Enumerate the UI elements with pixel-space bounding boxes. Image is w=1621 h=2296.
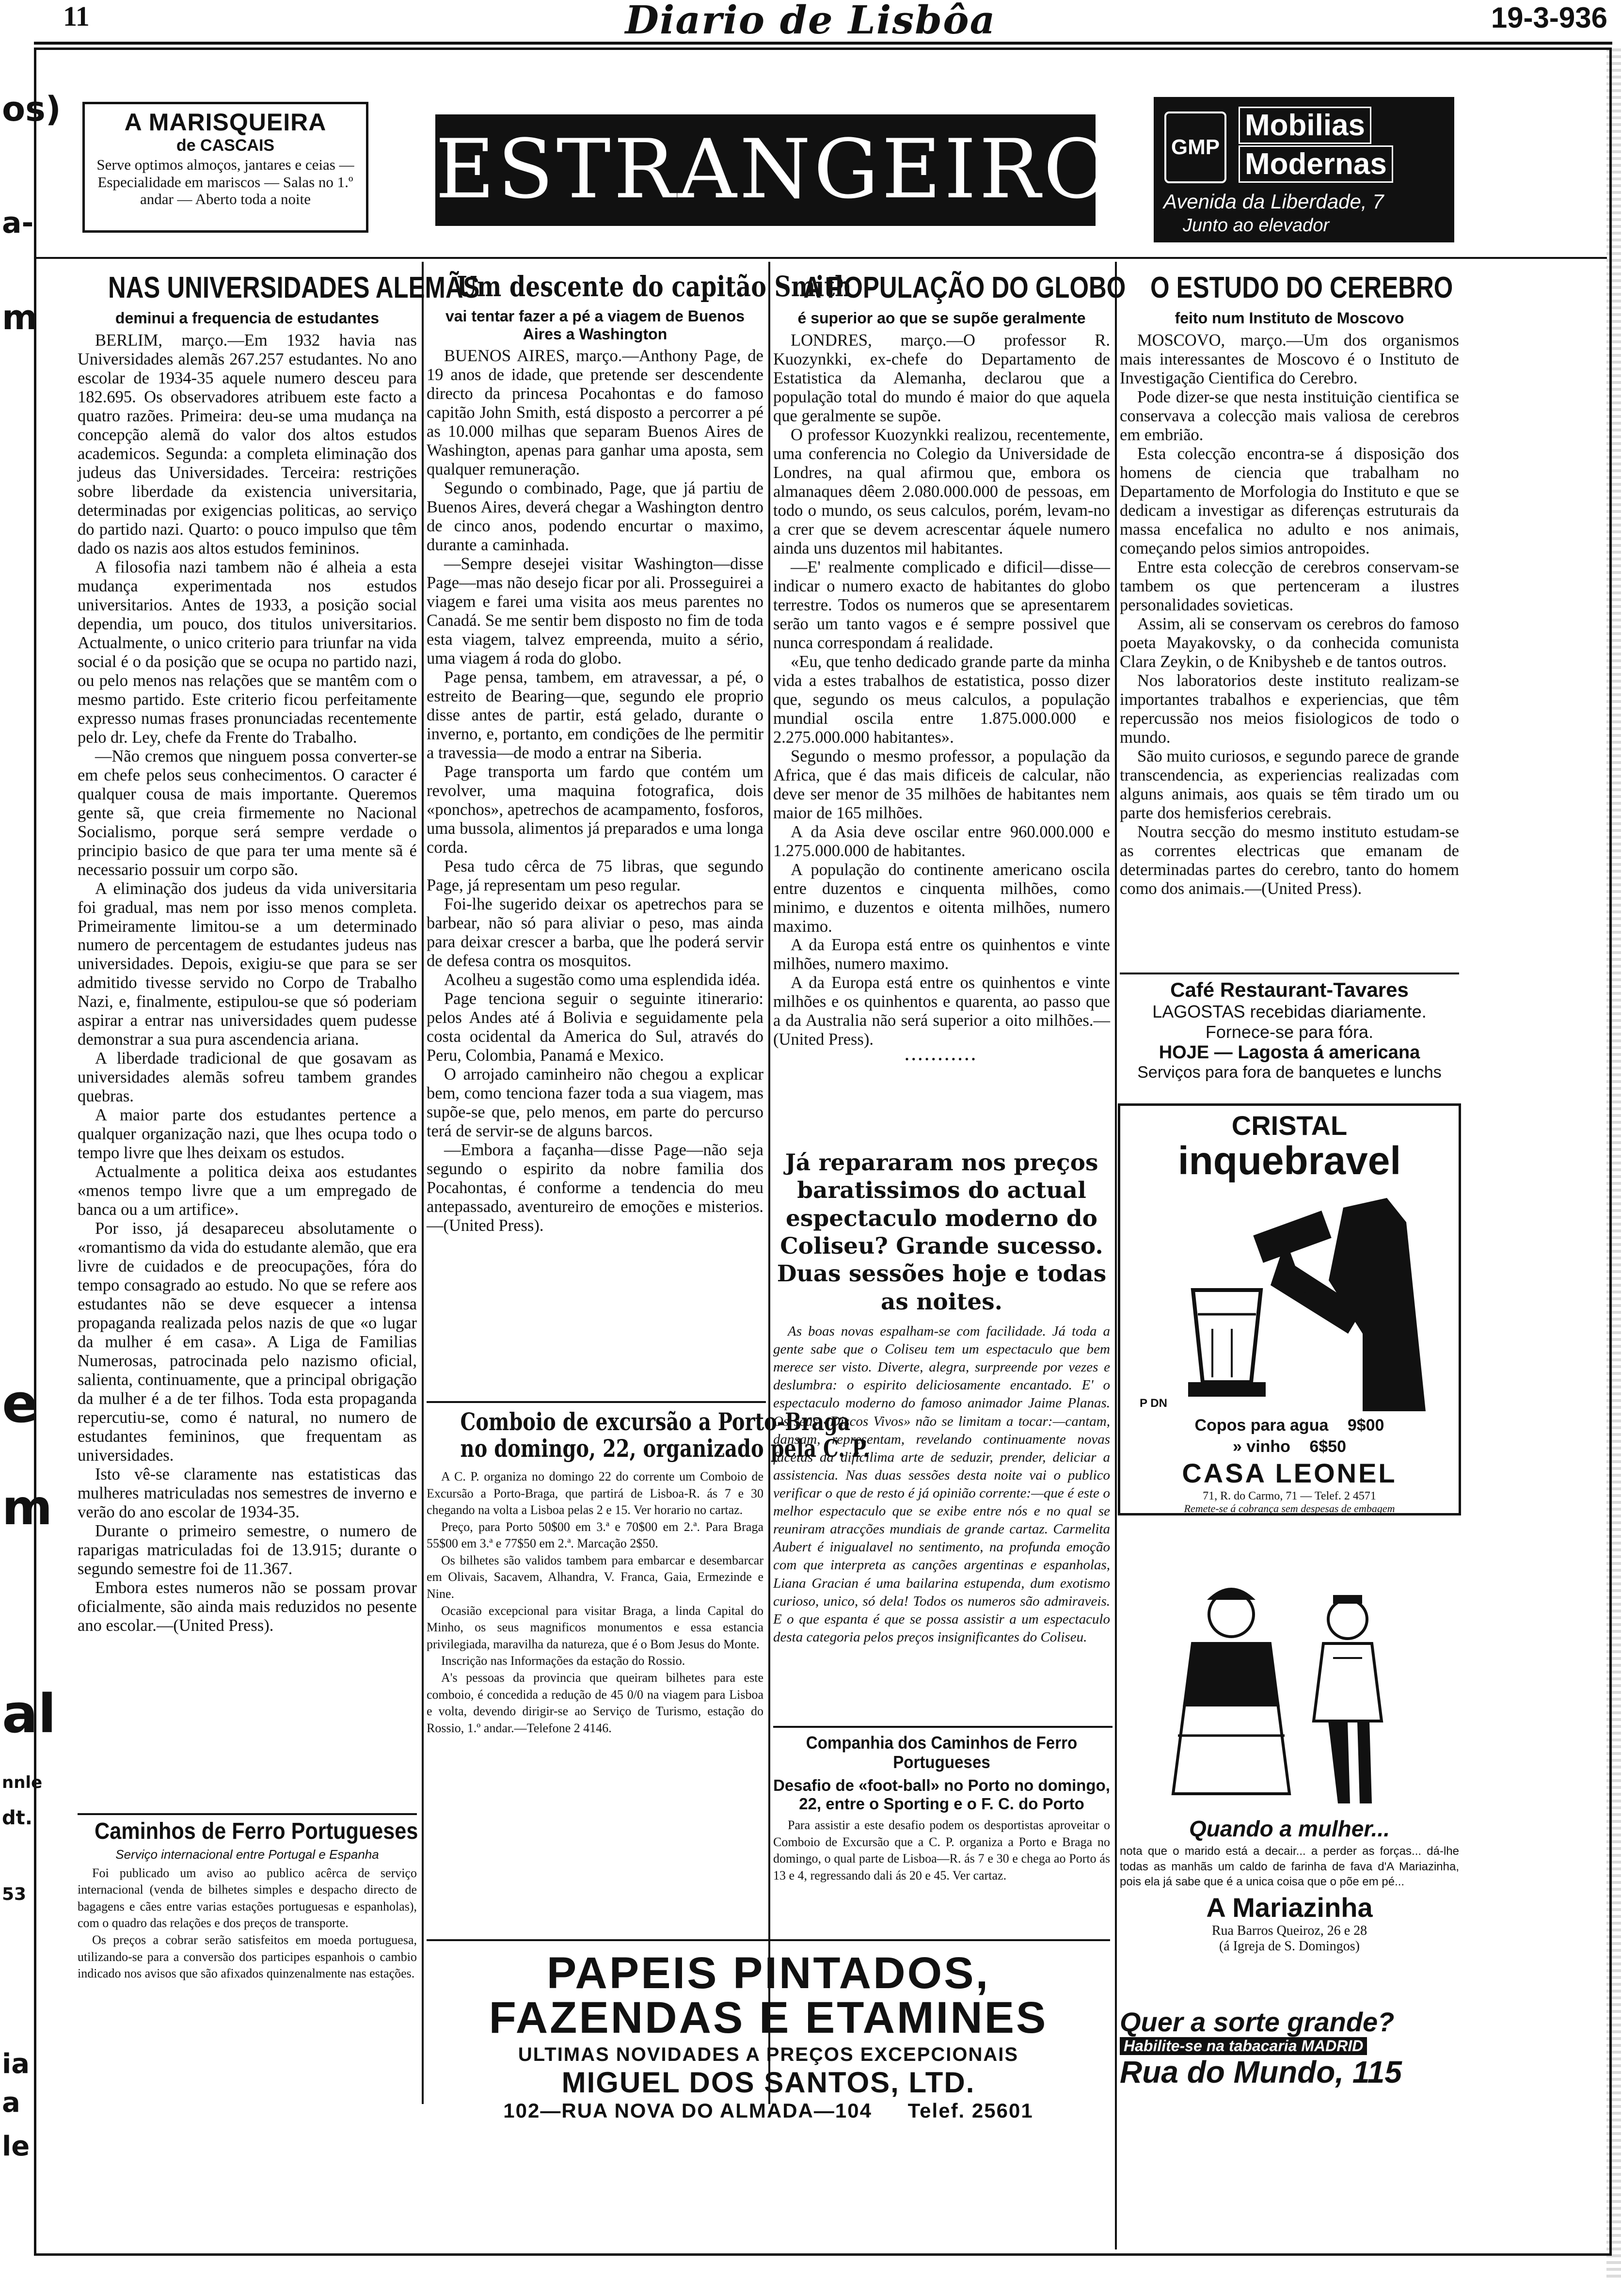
mobilias-line1: Mobilias	[1239, 107, 1371, 144]
paragraph: A da Europa está entre os quinhentos e vinte milhões, numero maximo.	[773, 936, 1110, 973]
man-head-icon	[1328, 1600, 1367, 1639]
article-rule	[78, 1813, 417, 1815]
strip-fragment: nnle	[2, 1773, 43, 1792]
papeis-line3: ULTIMAS NOVIDADES A PREÇOS EXCEPCIONAIS	[518, 2043, 1019, 2065]
mariazinha-name: A Mariazinha	[1206, 1892, 1373, 1923]
couple-illustration	[1120, 1561, 1459, 1813]
column-rule	[768, 262, 770, 2104]
paragraph: A C. P. organiza no domingo 22 do corrente um Comboio de Excursão a Porto-Braga, que partirá de Lisboa-R. ás 7 e 30 chegando na volta a Lisboa pelas 2 e 15. Ver horario no cartaz.	[427, 1469, 763, 1517]
paragraph: A eliminação dos judeus da vida universitaria foi gradual, mas nem por isso menos completa. Primeiramente limitou-se a um determinado numero de percentagem de estudantes judeus nas universidades. Depois, exigiu-se que para se ser admitido tivesse servido no Corpo de Trabalho Nazi, e, finalmente, estipulou-se que só poderiam aspirar a entrar nas universidades quem pudesse demonstrar a sua pura ascendencia ariana.	[78, 879, 417, 1049]
strip-fragment: le	[2, 2131, 30, 2162]
article-comboio	[427, 1407, 870, 1737]
glass-hammer-illustration	[1135, 1188, 1445, 1411]
paragraph: A da Asia deve oscilar entre 960.000.000 e 1.275.000.000 de habitantes.	[773, 822, 1110, 860]
article-rule	[427, 1401, 766, 1403]
cafe-line1: LAGOSTAS recebidas diariamente.	[1152, 1002, 1427, 1021]
paragraph: —Não cremos que ninguem possa converter-se em chefe pelos seus conhecimentos. O caracter é qualquer cousa de mais importante. Queremos gente sã, que creia firmemente no Nacional Socialismo, porque será sempre verdade o principio basico de que para ter uma mente sã é necessario possuir um corpo são.	[78, 747, 417, 879]
comboio-body	[427, 1468, 763, 1737]
paragraph: Foi publicado um aviso ao publico acêrca de serviço internacional (venda de bilhetes simples e despacho directo de bagagens e cães entre varias estações portuguesas e espanholas), com o quadro das relações e dos preços de transporte.	[78, 1866, 417, 1930]
mariazinha-note: (á Igreja de S. Domingos)	[1219, 1939, 1360, 1954]
paragraph: Page tenciona seguir o seguinte itinerario: pelos Andes até á Bolivia e seguidamente pela costa ocidental da America do Sul, através do Peru, Colombia, Panamá e Mexico.	[427, 989, 763, 1065]
smith-subhead: vai tentar fazer a pé a viagem de Buenos Aires a Washington	[445, 307, 745, 343]
cristal-price1: 9$00	[1347, 1416, 1384, 1435]
top-row-rule	[36, 257, 1607, 259]
strip-fragment: m	[2, 298, 37, 337]
ad-marisqueira-text: Serve optimos almoços, jantares e ceias — Especialidade em mariscos — Salas no 1.º andar — Aberto toda a noite	[96, 156, 354, 208]
paragraph: A liberdade tradicional de que gosavam as universidades alemãs sofreu tambem grandes quebras.	[78, 1049, 417, 1106]
cafe-line4: Serviços para fora de banquetes e lunchs	[1137, 1063, 1442, 1082]
paragraph: Page pensa, tambem, em atravessar, a pé, o estreito de Bearing—que, segundo ele proprio disse antes de partir, está gelado, durante o inverno, e, portanto, em condições de lhe permitir a travessia—de modo a entrar na Siberia.	[427, 668, 763, 763]
caminhos-subhead: Serviço internacional entre Portugal e Espanha	[115, 1847, 379, 1862]
paragraph: Foi-lhe sugerido deixar os apetrechos para se barbear, não só para aliviar o peso, mas ainda para deixar crescer a barba, que lhe poderá servir de defesa contra os mosquitos.	[427, 894, 763, 970]
separator: •••••••••••	[905, 1053, 978, 1066]
cristal-note: Remete-se á cobrança sem despesas de embagem	[1184, 1502, 1395, 1515]
mobilias-logo: GMP	[1164, 112, 1226, 183]
cafe-line3: HOJE — Lagosta á americana	[1159, 1042, 1420, 1063]
paragraph: O arrojado caminheiro não chegou a explicar bem, como tenciona fazer toda a sua viagem, mas supõe-se que, pelo menos, em parte do percurso terá de servir-se de alguns barcos.	[427, 1065, 763, 1140]
universidades-headline: NAS UNIVERSIDADES ALEMÃS	[108, 271, 480, 304]
cerebro-headline: O ESTUDO DO CEREBRO	[1150, 271, 1453, 304]
mariazinha-address: Rua Barros Queiroz, 26 e 28	[1211, 1923, 1367, 1939]
mariazinha-text: nota que o marido está a decair... a perder as forças... dá-lhe todas as manhãs um caldo de farinha de fava d'A Mariazinha, pois ela já sabe que é a unica coisa que o põe em pé...	[1120, 1845, 1459, 1889]
paragraph: Durante o primeiro semestre, o numero de raparigas matriculadas foi de 13.915; durante o segundo semestre foi de 11.367.	[78, 1522, 417, 1578]
cristal-address: 71, R. do Carmo, 71 — Telef. 2 4571	[1203, 1490, 1376, 1502]
cafe-name: Café Restaurant-Tavares	[1170, 978, 1409, 1001]
paragraph: —E' realmente complicado e dificil—disse—indicar o numero exacto de habitantes do globo terrestre. Todos os numeros que se apresentarem serão um tanto vagos e é sempre possivel que nunca correspondam á realidade.	[773, 558, 1110, 652]
comboio-headline-1: Comboio de excursão a Porto-Braga	[460, 1407, 851, 1436]
ad-mobilias	[1154, 97, 1454, 242]
sorte-line1: Quer a sorte grande?	[1120, 2007, 1395, 2037]
cerebro-subhead: feito num Instituto de Moscovo	[1175, 309, 1404, 327]
cristal-shop: CASA LEONEL	[1182, 1458, 1397, 1488]
article-coliseu	[773, 1149, 1110, 1646]
strip-fragment: dt.	[2, 1807, 32, 1829]
ad-sorte-grande	[1120, 2007, 1459, 2099]
paragraph: Page transporta um fardo que contém um revolver, uma maquina fotografica, dois «ponchos», apetrechos de acampamento, fosforos, uma bussola, alimentos já preparados e uma longa corda.	[427, 763, 763, 857]
mobilias-line2: Modernas	[1239, 145, 1393, 183]
paragraph: Os preços a cobrar serão satisfeitos em moeda portuguesa, utilizando-se para a conversão dos participes espanhois o cambio indicado nos avisos que são afixados quinzenalmente nas estações.	[78, 1933, 417, 1981]
paragraph: Pode dizer-se que nesta instituição cientifica se conservava a colecção mais valiosa de cerebros em embrião.	[1120, 387, 1459, 444]
header-rule	[34, 42, 1612, 45]
column-rule	[422, 262, 424, 2104]
papeis-phone: Telef. 25601	[907, 2099, 1033, 2122]
article-smith	[427, 270, 852, 1235]
smith-body	[427, 347, 763, 1235]
strip-fragment: ia	[2, 2048, 30, 2080]
papeis-line1: PAPEIS PINTADOS,	[546, 1948, 990, 1998]
paragraph: Segundo o mesmo professor, a população da Africa, que é das mais dificeis de calcular, não deve ser menor de 35 milhões de habitantes nem maior de 165 milhões.	[773, 747, 1110, 822]
smith-headline: Um descente do capitão Smith	[457, 270, 852, 303]
strip-fragment: m	[2, 1479, 53, 1536]
paragraph: Assim, ali se conservam os cerebros do famoso poeta Mayakovsky, o da conhecida comunista Clara Zeykin, o de Knibysheb e de tantos outros.	[1120, 614, 1459, 671]
paragraph: Inscrição nas Informações da estação do Rossio.	[441, 1654, 685, 1668]
section-banner-title: ESTRANGEIRO	[435, 122, 1113, 217]
paragraph: A filosofia nazi tambem não é alheia a esta mudança experimentada nos estudos universitarios. Antes de 1933, a posição social dependia, um pouco, dos titulos universitarios. Actualmente, o unico criterio para triunfar na vida social é o da posição que se ocupa no partido nazi, ou pelo menos nas relações que se mantêm com o mesmo partido. Este criterio ficou perfeitamente expresso numas frases pronunciadas recentemente pelo dr. Ley, chefe da Frente do Trabalho.	[78, 558, 417, 747]
paragraph: Para assistir a este desafio podem os desportistas aproveitar o Comboio de Excursão que a C. P. organiza a Porto e Braga no domingo, o qual parte de Lisboa—R. ás 7 e 30 e chega ao Porto ás 13 e 4, regressando dali ás 20 e 45. Ver cartaz.	[773, 1818, 1110, 1882]
paragraph: Actualmente a politica deixa aos estudantes «menos tempo livre que a um empregado de banca ou a um artifice».	[78, 1163, 417, 1219]
paragraph: BUENOS AIRES, março.—Anthony Page, de 19 anos de idade, que pretende ser descendente directo da princesa Pocahontas e do famoso capitão John Smith, está disposto a percorrer a pé as 10.000 milhas que separam Buenos Aires de Washington, apenas para ganhar uma aposta, sem qualquer remuneração.	[427, 347, 763, 479]
article-companhia	[773, 1733, 1110, 1884]
mobilias-line3: Avenida da Liberdade, 7	[1163, 190, 1384, 213]
strip-fragment: 53	[2, 1884, 27, 1904]
article-cerebro	[1120, 271, 1459, 898]
companhia-body	[773, 1817, 1110, 1884]
strip-fragment: os)	[2, 89, 61, 129]
article-caminhos-ferro	[78, 1819, 417, 1982]
ad-marisqueira-name: A MARISQUEIRA	[124, 109, 327, 136]
papeis-address: 102—RUA NOVA DO ALMADA—104	[503, 2099, 872, 2122]
article-rule	[1120, 973, 1459, 974]
paragraph: As boas novas espalham-se com facilidade. Já toda a gente sabe que o Coliseu tem um espectaculo que bem merece ser visto. Diverte, alegra, surpreende por vezes e deslumbra: o espirito deliciosamente encantado. E' o espectaculo moderno do famoso animador Jaime Planas. Os seus «Discos Vivos» não se limitam a tocar:—cantam, dansam, representam, revelando continuamente novas facetas da dificilima arte de seduzir, prender, deliciar a assistencia. Nas duas sessões desta noite vai o publico verificar o que de resto é já opinião corrente:—que é este o melhor espectaculo que se exibe entre nós e no qual se reuniram atracções mundiais de grande cartaz. Carmelita Aubert é inigualavel no sentimento, na profunda emoção com que interpreta as canções argentinas e espanholas, Liana Gracian é uma bailarina estupenda, dum exotismo curioso, unico, só dela! Todos os numeros são admiraveis. E o que espanta é que se possa assistir a um espectaculo desta categoria pelos preços insignificantes do Coliseu.	[773, 1323, 1110, 1645]
strip-fragment: e	[2, 1372, 38, 1435]
paragraph: «Eu, que tenho dedicado grande parte da minha vida a estes trabalhos de estatistica, posso dizer que, segundo os meus calculos, a população mundial oscila entre 1.875.000.000 e 2.275.000.000 habitantes».	[773, 652, 1110, 747]
paragraph: MOSCOVO, março.—Um dos organismos mais interessantes de Moscovo é o Instituto de Investigação Cientifica do Cerebro.	[1120, 331, 1459, 387]
paragraph: BERLIM, março.—Em 1932 havia nas Universidades alemãs 267.257 estudantes. No ano escolar de 1934-35 aquele numero desceu para 182.695. Os observadores atribuem este facto a quatro razões. Primeira: deu-se uma mudança na concepção alemã do valor dos altos estudos academicos. Segunda: a completa eliminação dos judeus das Universidades. Terceira: restrições sobre liberdade da existencia universitaria, determinadas por exigencias politicas, ao serviço do partido nazi. Quarto: o pouco impulso que têm dado os nazis aos altos estudos femininos.	[78, 331, 417, 558]
papeis-line4: MIGUEL DOS SANTOS, LTD.	[561, 2066, 975, 2099]
caminhos-headline: Caminhos de Ferro Portugueses	[95, 1818, 418, 1844]
sorte-line3: Rua do Mundo, 115	[1120, 2054, 1402, 2089]
paragraph: Noutra secção do mesmo instituto estudam-se as correntes electricas que emanam de determinadas partes do cerebro, tanto do homem como dos animais.—(United Press).	[1120, 822, 1459, 898]
cristal-price2-label: » vinho	[1232, 1437, 1290, 1456]
cristal-title2: inquebravel	[1177, 1139, 1401, 1183]
ad-marisqueira	[82, 102, 368, 233]
paragraph: Preço, para Porto 50$00 em 3.ª e 70$00 em 2.ª. Para Braga 55$00 em 3.ª e 77$50 em 2.ª. Marcação 2$50.	[427, 1519, 763, 1551]
newspaper-title: Diario de Lisbôa	[625, 0, 996, 43]
cristal-title1: CRISTAL	[1231, 1110, 1348, 1141]
ad-cafe-tavares	[1120, 978, 1459, 1082]
comboio-headline-2: no domingo, 22, organizado pela C. P.	[460, 1434, 870, 1463]
paragraph: Pesa tudo cêrca de 75 libras, que segundo Page, já representam um peso regular.	[427, 857, 763, 894]
paragraph: Os bilhetes são validos tambem para embarcar e desembarcar em Olivais, Sacavem, Alhandra, V. Franca, Gaia, Ermezinde e Nine.	[427, 1553, 763, 1601]
populacao-subhead: é superior ao que se supõe geralmente	[797, 309, 1086, 327]
issue-date: 19-3-936	[1491, 1, 1607, 34]
paragraph: Segundo o combinado, Page, que já partiu de Buenos Aires, deverá chegar a Washington dentro de cinco anos, podendo encurtar o maximo, durante a caminhada.	[427, 479, 763, 555]
coliseu-headline: Já repararam nos preços baratissimos do actual espectaculo moderno do Coliseu? Grande sucesso. Duas sessões hoje e todas as noites.	[777, 1149, 1107, 1315]
section-banner	[435, 114, 1113, 226]
populacao-body	[773, 331, 1110, 1049]
sorte-line2: Habilite-se na tabacaria MADRID	[1120, 2037, 1367, 2055]
paragraph: Isto vê-se claramente nas estatisticas das mulheres matriculadas nos semestres de inverno e verão do ano escolar de 1934-35.	[78, 1465, 417, 1522]
strip-fragment: al	[2, 1683, 56, 1745]
paragraph: A da Europa está entre os quinhentos e vinte milhões e os quinhentos e quarenta, ao passo que a da Australia não será superior a oito milhões.—(United Press).	[773, 973, 1110, 1049]
cristal-price-row1	[1120, 1416, 1459, 1435]
paragraph: Nos laboratorios deste instituto realizam-se importantes trabalhos e experiencias, que têm repercussão nos meios fisiologicos de todo o mundo.	[1120, 671, 1459, 747]
papeis-line2: FAZENDAS E ETAMINES	[489, 1993, 1048, 2042]
paragraph: A maior parte dos estudantes pertence a qualquer organização nazi, que lhes ocupa todo o tempo livre que lhes deixam os estudos.	[78, 1106, 417, 1163]
paragraph: Embora estes numeros não se possam provar oficialmente, são ainda mais reduzidos no pesente ano escolar.—(United Press).	[78, 1578, 417, 1635]
mobilias-line4: Junto ao elevador	[1183, 215, 1330, 236]
paragraph: A população do continente americano oscila entre duzentos e cinquenta milhões, como minimo, e duzentos e oitenta milhões, numero maximo.	[773, 860, 1110, 936]
ad-marisqueira-place: de CASCAIS	[176, 136, 275, 155]
companhia-headline: Companhia dos Caminhos de Ferro Portugueses	[806, 1733, 1078, 1772]
ad-mariazinha	[1120, 1561, 1459, 1954]
caminhos-body	[78, 1865, 417, 1982]
paragraph: Esta colecção encontra-se á disposição dos homens de ciencia que trabalham no Departamento de Morfologia do Instituto e que se dedicam a investigar as diferenças estruturais da massa encefalica no adulto e nos animais, começando pelos simios antropoides.	[1120, 444, 1459, 558]
paragraph: São muito curiosos, e segundo parece de grande transcendencia, as experiencias realizadas com alguns animais, aos quais se têm tirado um ou parte dos hemisferios cerebrais.	[1120, 747, 1459, 822]
universidades-body	[78, 331, 417, 1635]
paragraph: Por isso, já desapareceu absolutamente o «romantismo da vida do estudante alemão, que era livre de cuidados e de preocupações, fóra do tempo consagrado ao estudo. No que se refere aos estudantes não se deve esquecer a intensa propaganda realizada pelos nazis de que «o lugar da mulher é em casa». A Liga de Familias Numerosas, patrocinada pelo nazismo oficial, salienta, continuamente, que a principal obrigação da mulher é a de ter filhos. Toda esta propaganda repercutiu-se, como é natural, no numero de estudantes femininos, que frequentam as universidades.	[78, 1219, 417, 1465]
paragraph: O professor Kuozynkki realizou, recentemente, uma conferencia no Colegio da Universidade de Londres, na qual afirmou que, embora os almanaques dêem 2.080.000.000 de pessoas, em todo o mundo, os seus calculos, porém, levam-no a crer que se devem acrescentar áquele numero ainda uns duzentos mil habitantes.	[773, 425, 1110, 558]
paragraph: Acolheu a sugestão como uma esplendida idéa.	[444, 970, 761, 989]
universidades-subhead: deminui a frequencia de estudantes	[115, 309, 380, 327]
mariazinha-headline: Quando a mulher...	[1189, 1816, 1390, 1841]
ad-cristal	[1118, 1103, 1461, 1515]
paragraph: —Sempre desejei visitar Washington—disse Page—mas não desejo ficar por ali. Prosseguirei a viagem e farei uma visita aos meus parentes no Canadá. Se me sentir bem disposto no fim de toda esta viagem, talvez empreenda, muito a sério, uma viagem á roda do globo.	[427, 555, 763, 668]
article-universidades	[78, 271, 480, 1635]
glass-icon	[1193, 1290, 1261, 1382]
paragraph: Ocasião excepcional para visitar Braga, a linda Capital do Minho, os seus magnificos monumentos e essa estancia privilegiada, maravilha da natureza, que é o Bom Jesus do Monte.	[427, 1603, 763, 1651]
cristal-price-row2	[1120, 1437, 1459, 1456]
article-populacao	[773, 271, 1126, 1069]
cristal-monogram: P DN	[1140, 1397, 1167, 1410]
facing-page-strip	[0, 48, 61, 2279]
cristal-price1-label: Copos para agua	[1194, 1416, 1329, 1435]
paragraph: Entre esta colecção de cerebros conservam-se tambem os que pertenceram a ilustres personalidades sovieticas.	[1120, 558, 1459, 614]
coliseu-body	[773, 1323, 1110, 1646]
article-rule	[773, 1726, 1112, 1728]
paragraph: A's pessoas da provincia que queiram bilhetes para este comboio, é concedida a redução de 45 0/0 na viagem para Lisboa e volta, devendo dirigir-se ao Serviço de Turismo, estação do Rossio, 1.º andar.—Telefone 2 4146.	[427, 1670, 763, 1735]
strip-fragment: a	[2, 2087, 20, 2119]
paragraph: LONDRES, março.—O professor R. Kuozynkki, ex-chefe do Departamento de Estatistica da Alemanha, declarou que a população total do mundo é maior do que aquela que geralmente se supõe.	[773, 331, 1110, 425]
column-rule	[1115, 262, 1117, 2249]
companhia-subhead: Desafio de «foot-ball» no Porto no domingo, 22, entre o Sporting e o F. C. do Porto	[773, 1776, 1110, 1813]
cristal-price2: 6$50	[1309, 1437, 1347, 1456]
cerebro-body	[1120, 331, 1459, 898]
cafe-line2: Fornece-se para fóra.	[1205, 1022, 1374, 1042]
page-number: 11	[63, 0, 90, 32]
populacao-headline: A POPULAÇÃO DO GLOBO	[803, 271, 1126, 304]
ad-papeis-pintados	[427, 1939, 1110, 2122]
strip-fragment: a-	[2, 206, 34, 240]
paragraph: —Embora a façanha—disse Page—não seja segundo o espirito da nobre familia dos Pocahontas, é conforme a tendencia do meu antepassado, aventureiro de emoções e misterios.—(United Press).	[427, 1140, 763, 1235]
